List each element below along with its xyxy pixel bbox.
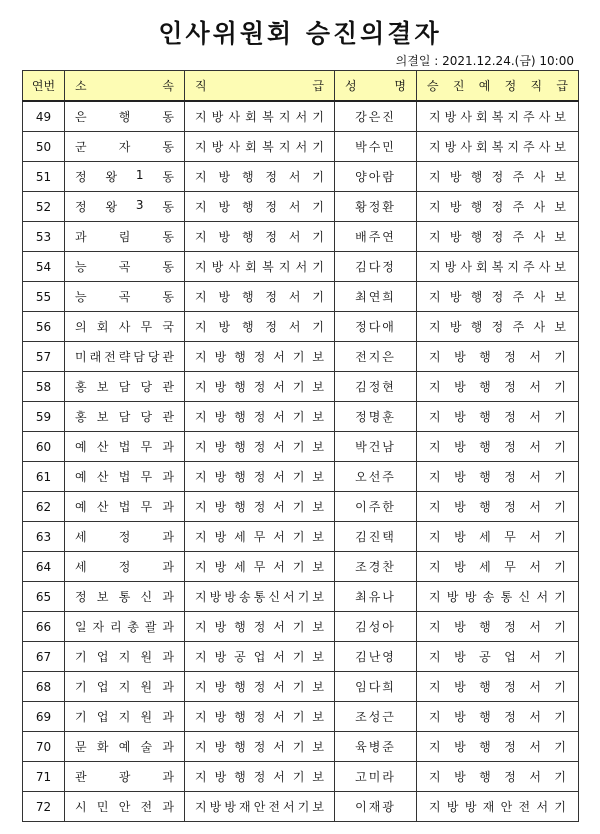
row-dept	[65, 432, 185, 462]
row-grade	[185, 252, 335, 282]
table-row	[23, 642, 579, 672]
cell-text: 세 정 과	[75, 560, 174, 574]
row-dept	[65, 162, 185, 192]
row-dept	[65, 101, 185, 132]
row-target-grade	[417, 342, 579, 372]
cell-text: 지 방 공 업 서 기 보	[195, 650, 324, 664]
header-no	[23, 71, 65, 102]
row-name: 육병준	[335, 732, 417, 762]
cell-text: 성 명	[345, 79, 406, 93]
row-name: 강은진	[335, 101, 417, 132]
row-name: 배주연	[335, 222, 417, 252]
cell-text: 지 방 세 무 서 기	[429, 560, 566, 574]
table-row	[23, 702, 579, 732]
row-grade	[185, 672, 335, 702]
table-row	[23, 612, 579, 642]
row-dept	[65, 612, 185, 642]
row-number: 56	[23, 312, 65, 342]
table-row	[23, 462, 579, 492]
row-target-grade	[417, 522, 579, 552]
row-target-grade	[417, 101, 579, 132]
row-number: 60	[23, 432, 65, 462]
cell-text: 홍 보 담 당 관	[75, 410, 174, 424]
cell-text: 승 진 예 정 직 급	[427, 79, 568, 93]
header-label: 연번	[31, 79, 56, 93]
row-number: 51	[23, 162, 65, 192]
cell-text: 능 곡 동	[75, 260, 174, 274]
row-target-grade	[417, 372, 579, 402]
cell-text: 지 방 행 정 서 기 보	[195, 740, 324, 754]
cell-text: 지 방 방 재 안 전 서 기	[429, 800, 566, 814]
resolution-date: 의결일 : 2021.12.24.(금) 10:00	[395, 54, 574, 68]
table-row	[23, 312, 579, 342]
row-target-grade	[417, 792, 579, 822]
table-row	[23, 222, 579, 252]
cell-text: 지 방 사 회 복 지 서 기	[195, 110, 324, 124]
table-row	[23, 522, 579, 552]
row-grade	[185, 132, 335, 162]
row-name: 양아람	[335, 162, 417, 192]
row-name: 박건남	[335, 432, 417, 462]
table-body	[23, 101, 579, 822]
cell-text: 지 방 공 업 서 기	[429, 650, 566, 664]
cell-text: 지 방 행 정 서 기	[195, 200, 324, 214]
row-number: 64	[23, 552, 65, 582]
cell-text: 의 회 사 무 국	[75, 320, 174, 334]
header-dept	[65, 71, 185, 102]
table-row	[23, 342, 579, 372]
row-dept	[65, 372, 185, 402]
row-number: 53	[23, 222, 65, 252]
row-target-grade	[417, 762, 579, 792]
cell-text: 지 방 행 정 서 기	[195, 290, 324, 304]
row-target-grade	[417, 192, 579, 222]
row-grade	[185, 222, 335, 252]
cell-text: 예 산 법 무 과	[75, 470, 174, 484]
cell-text: 정 왕 1 동	[75, 168, 174, 184]
row-name: 김정현	[335, 372, 417, 402]
cell-text: 지 방 행 정 주 사 보	[429, 200, 566, 214]
row-grade	[185, 342, 335, 372]
cell-text: 지 방 행 정 서 기 보	[195, 350, 324, 364]
table-row	[23, 162, 579, 192]
table-row	[23, 282, 579, 312]
row-name: 김난영	[335, 642, 417, 672]
table-row	[23, 402, 579, 432]
row-name: 정명훈	[335, 402, 417, 432]
row-name: 이재광	[335, 792, 417, 822]
table-row	[23, 372, 579, 402]
row-target-grade	[417, 492, 579, 522]
row-name: 정다애	[335, 312, 417, 342]
row-grade	[185, 192, 335, 222]
row-number: 65	[23, 582, 65, 612]
table-row	[23, 552, 579, 582]
row-number: 62	[23, 492, 65, 522]
cell-text: 지 방 행 정 서 기	[429, 470, 566, 484]
cell-text: 지 방 행 정 주 사 보	[429, 230, 566, 244]
row-target-grade	[417, 132, 579, 162]
row-target-grade	[417, 252, 579, 282]
table-row	[23, 432, 579, 462]
cell-text: 지 방 행 정 서 기 보	[195, 680, 324, 694]
row-target-grade	[417, 432, 579, 462]
cell-text: 지 방 세 무 서 기 보	[195, 530, 324, 544]
row-grade	[185, 162, 335, 192]
row-name: 김진택	[335, 522, 417, 552]
row-number: 57	[23, 342, 65, 372]
row-number: 69	[23, 702, 65, 732]
row-dept	[65, 312, 185, 342]
row-name: 황정환	[335, 192, 417, 222]
cell-text: 기 업 지 원 과	[75, 710, 174, 724]
cell-text: 지 방 행 정 서 기 보	[195, 380, 324, 394]
header-row	[23, 71, 579, 102]
row-grade	[185, 282, 335, 312]
cell-text: 직 급	[195, 79, 324, 93]
cell-text: 기 업 지 원 과	[75, 650, 174, 664]
cell-text: 지 방 행 정 서 기	[429, 710, 566, 724]
cell-text: 세 정 과	[75, 530, 174, 544]
row-number: 59	[23, 402, 65, 432]
header-target	[417, 71, 579, 102]
row-number: 68	[23, 672, 65, 702]
row-grade	[185, 462, 335, 492]
cell-text: 지 방 행 정 주 사 보	[429, 170, 566, 184]
row-name: 김성아	[335, 612, 417, 642]
row-grade	[185, 552, 335, 582]
row-name: 전지은	[335, 342, 417, 372]
row-dept	[65, 402, 185, 432]
row-dept	[65, 342, 185, 372]
row-dept	[65, 732, 185, 762]
cell-text: 지 방 행 정 주 사 보	[429, 320, 566, 334]
cell-text: 지 방 행 정 주 사 보	[429, 290, 566, 304]
row-name: 김다정	[335, 252, 417, 282]
cell-text: 지 방 방 송 통 신 서 기	[429, 590, 566, 604]
row-name: 조경찬	[335, 552, 417, 582]
row-number: 55	[23, 282, 65, 312]
table-row	[23, 792, 579, 822]
row-dept	[65, 792, 185, 822]
row-name: 최유나	[335, 582, 417, 612]
row-grade	[185, 642, 335, 672]
row-number: 63	[23, 522, 65, 552]
cell-text: 지 방 행 정 서 기 보	[195, 470, 324, 484]
row-target-grade	[417, 462, 579, 492]
row-target-grade	[417, 222, 579, 252]
cell-text: 능 곡 동	[75, 290, 174, 304]
cell-text: 군 자 동	[75, 140, 174, 154]
cell-text: 일 자 리 총 괄 과	[75, 620, 174, 634]
row-dept	[65, 492, 185, 522]
row-grade	[185, 492, 335, 522]
cell-text: 지 방 행 정 서 기 보	[195, 440, 324, 454]
cell-text: 예 산 법 무 과	[75, 500, 174, 514]
cell-text: 지 방 사 회 복 지 주 사 보	[429, 140, 566, 154]
cell-text: 지 방 행 정 서 기	[429, 680, 566, 694]
row-dept	[65, 132, 185, 162]
row-dept	[65, 762, 185, 792]
row-dept	[65, 522, 185, 552]
cell-text: 지 방 방 송 통 신 서 기 보	[195, 590, 324, 604]
cell-text: 지 방 행 정 서 기	[195, 320, 324, 334]
row-dept	[65, 582, 185, 612]
table-row	[23, 252, 579, 282]
row-dept	[65, 462, 185, 492]
row-name: 최연희	[335, 282, 417, 312]
row-dept	[65, 222, 185, 252]
row-grade	[185, 402, 335, 432]
row-number: 72	[23, 792, 65, 822]
table-row	[23, 732, 579, 762]
row-target-grade	[417, 582, 579, 612]
cell-text: 시 민 안 전 과	[75, 800, 174, 814]
cell-text: 문 화 예 술 과	[75, 740, 174, 754]
header-name	[335, 71, 417, 102]
row-grade	[185, 372, 335, 402]
table-row	[23, 672, 579, 702]
row-grade	[185, 702, 335, 732]
cell-text: 지 방 방 재 안 전 서 기 보	[195, 800, 324, 814]
row-target-grade	[417, 552, 579, 582]
table-row	[23, 132, 579, 162]
cell-text: 지 방 행 정 서 기	[195, 170, 324, 184]
row-target-grade	[417, 162, 579, 192]
row-name: 고미라	[335, 762, 417, 792]
cell-text: 지 방 사 회 복 지 서 기	[195, 140, 324, 154]
cell-text: 지 방 행 정 서 기 보	[195, 770, 324, 784]
row-dept	[65, 672, 185, 702]
cell-text: 정 보 통 신 과	[75, 590, 174, 604]
row-number: 67	[23, 642, 65, 672]
table-row	[23, 582, 579, 612]
cell-text: 미 래 전 략 담 당 관	[75, 350, 174, 364]
cell-text: 지 방 세 무 서 기	[429, 530, 566, 544]
row-grade	[185, 432, 335, 462]
cell-text: 지 방 행 정 서 기	[429, 620, 566, 634]
row-number: 50	[23, 132, 65, 162]
cell-text: 지 방 사 회 복 지 주 사 보	[429, 110, 566, 124]
cell-text: 지 방 행 정 서 기 보	[195, 500, 324, 514]
cell-text: 은 행 동	[75, 110, 174, 124]
row-grade	[185, 792, 335, 822]
row-target-grade	[417, 732, 579, 762]
row-name: 오선주	[335, 462, 417, 492]
row-name: 조성근	[335, 702, 417, 732]
row-target-grade	[417, 672, 579, 702]
cell-text: 예 산 법 무 과	[75, 440, 174, 454]
row-grade	[185, 762, 335, 792]
row-grade	[185, 312, 335, 342]
row-target-grade	[417, 312, 579, 342]
document-title: 인사위원회 승진의결자	[158, 19, 442, 48]
row-target-grade	[417, 642, 579, 672]
cell-text: 지 방 행 정 서 기 보	[195, 410, 324, 424]
row-target-grade	[417, 402, 579, 432]
row-dept	[65, 192, 185, 222]
row-number: 66	[23, 612, 65, 642]
promotion-table	[22, 70, 579, 822]
row-target-grade	[417, 282, 579, 312]
table-row	[23, 492, 579, 522]
row-dept	[65, 642, 185, 672]
row-number: 52	[23, 192, 65, 222]
cell-text: 지 방 행 정 서 기 보	[195, 710, 324, 724]
row-target-grade	[417, 612, 579, 642]
row-dept	[65, 282, 185, 312]
cell-text: 홍 보 담 당 관	[75, 380, 174, 394]
cell-text: 지 방 행 정 서 기	[429, 380, 566, 394]
row-number: 61	[23, 462, 65, 492]
cell-text: 지 방 사 회 복 지 주 사 보	[429, 260, 566, 274]
cell-text: 지 방 행 정 서 기	[429, 350, 566, 364]
row-number: 70	[23, 732, 65, 762]
row-name: 임다희	[335, 672, 417, 702]
cell-text: 지 방 행 정 서 기	[429, 740, 566, 754]
row-grade	[185, 732, 335, 762]
row-target-grade	[417, 702, 579, 732]
cell-text: 정 왕 3 동	[75, 198, 174, 214]
cell-text: 소 속	[75, 79, 174, 93]
row-number: 58	[23, 372, 65, 402]
cell-text: 기 업 지 원 과	[75, 680, 174, 694]
row-grade	[185, 522, 335, 552]
header-grade	[185, 71, 335, 102]
row-dept	[65, 552, 185, 582]
cell-text: 지 방 행 정 서 기	[429, 500, 566, 514]
row-grade	[185, 101, 335, 132]
row-number: 49	[23, 101, 65, 132]
cell-text: 지 방 행 정 서 기	[429, 410, 566, 424]
cell-text: 지 방 사 회 복 지 서 기	[195, 260, 324, 274]
row-number: 71	[23, 762, 65, 792]
row-name: 이주한	[335, 492, 417, 522]
row-grade	[185, 612, 335, 642]
row-dept	[65, 252, 185, 282]
cell-text: 지 방 행 정 서 기	[429, 770, 566, 784]
table-row	[23, 762, 579, 792]
cell-text: 지 방 세 무 서 기 보	[195, 560, 324, 574]
cell-text: 지 방 행 정 서 기 보	[195, 620, 324, 634]
table-row	[23, 192, 579, 222]
cell-text: 관 광 과	[75, 770, 174, 784]
table-row	[23, 101, 579, 132]
cell-text: 과 림 동	[75, 230, 174, 244]
row-grade	[185, 582, 335, 612]
cell-text: 지 방 행 정 서 기	[195, 230, 324, 244]
row-number: 54	[23, 252, 65, 282]
cell-text: 지 방 행 정 서 기	[429, 440, 566, 454]
row-dept	[65, 702, 185, 732]
row-name: 박수민	[335, 132, 417, 162]
